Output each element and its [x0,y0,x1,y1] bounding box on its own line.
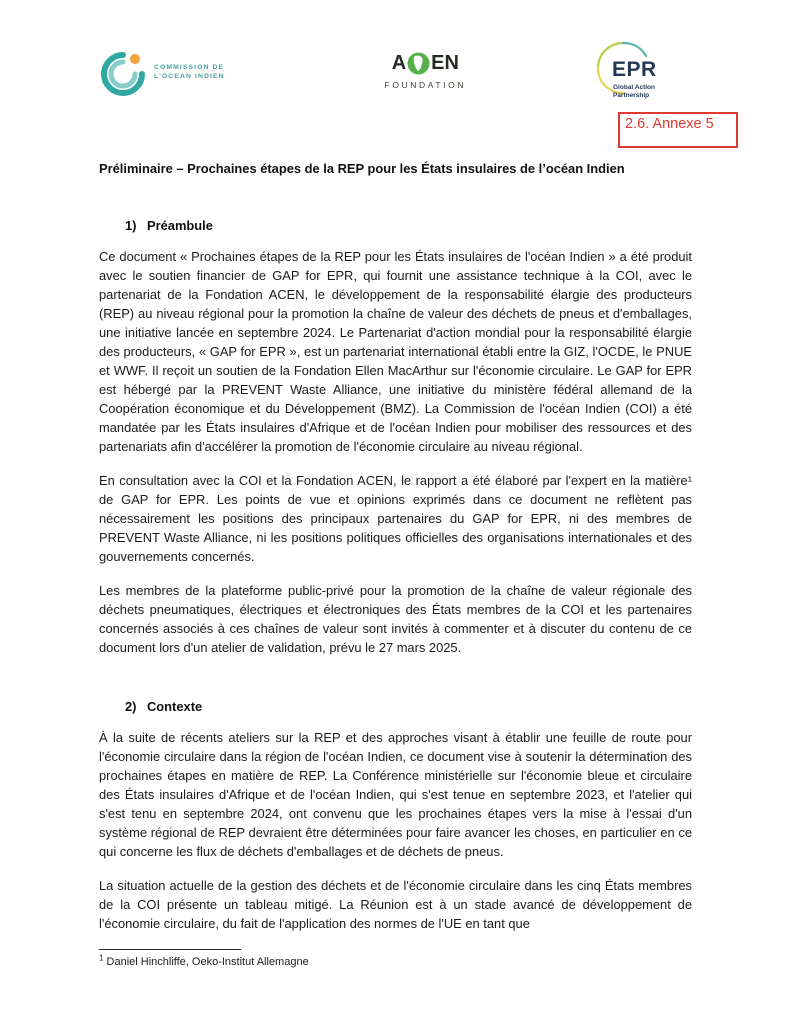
logo-bar [99,42,692,114]
section-2-label: Contexte [147,699,203,714]
footnote-separator [99,949,241,950]
section-1-label: Préambule [147,218,213,233]
footnote-marker: 1 [99,953,104,963]
paragraph: La situation actuelle de la gestion des déchets et de l'économie circulaire dans les cinq États membres de la COI présente un tableau mitigé. La Réunion est à un stade avancé de développement de l'économie circulaire, du fait de l'application des normes de l'UE en tant que [99,878,692,931]
paragraph: À la suite de récents ateliers sur la REP et des approches visant à établir une feuille de route pour l'économie circulaire dans la région de l'océan Indien, ce document vise à soutenir la détermination des prochaines étapes en matière de REP. La Conférence ministérielle sur l'économie bleue et circulaire des États insulaires d'Afrique et de l'océan Indien, qui s'est tenue en septembre 2023, et l'atelier qui s'est tenu en septembre 2024, ont convenu que les prochaines étapes vers la mise à l'essai d'un système régional de REP devraient être déterminées pour faire avancer les choses, en particulier en ce qui concerne les flux de déchets d'emballages et de déchets de pneus. [99,730,692,859]
epr-subtitle [613,84,655,99]
paragraph: Ce document « Prochaines étapes de la REP pour les États insulaires de l'océan Indien » a été produit avec le soutien financier de GAP for EPR, qui fournit une assistance technique à la COI, avec le partenariat de la Fondation ACEN, le développement de la responsabilité élargie des producteurs (REP) au niveau régional pour la promotion la chaîne de valeur des déchets de pneus et d'emballages, une initiative lancée en septembre 2024. Le Partenariat d'action mondial pour la responsabilité élargie des producteurs, « GAP for EPR », est un partenariat international établi entre la GIZ, l'OCDE, le PNUE et WWF. Il reçoit un soutien de la Fondation Ellen MacArthur sur l'économie circulaire. Le GAP for EPR est hébergé par la PREVENT Waste Alliance, une initiative du ministère fédéral allemand de la Coopération économique et du Développement (BMZ). La Commission de l'océan Indien (COI) a été mandatée par les États insulaires d'Afrique et de l'océan Indien pour mobiliser des ressources et des partenariats afin d'accélérer la promotion de l'économie circulaire au niveau régional. [99,249,692,454]
epr-subtitle-line2: Partnership [612,91,650,99]
paragraph: Les membres de la plateforme public-privé pour la promotion de la chaîne de valeur régionale des déchets pneumatiques, électriques et électroniques des États membres de la COI et les partenaires concernés associés à ces chaînes de valeur sont invités à commenter et à discuter du contenu de ce document lors d'un atelier de validation, prévu le 27 mars 2025. [99,583,692,655]
acen-wordmark [392,52,459,75]
section-2-heading [125,699,692,714]
coi-logo-text [154,63,225,81]
document-title: Préliminaire – Prochaines étapes de la REP pour les États insulaires de l’océan Indien [99,161,625,176]
epr-acronym: EPR [611,58,657,81]
coi-swirl-icon [99,48,147,96]
acen-globe-icon [407,52,430,75]
coi-name-line2: L'OCEAN INDIEN [154,73,225,80]
coi-name-line1: COMMISSION DE [154,64,225,71]
acen-logo [385,52,467,90]
section-2-number: 2) [125,699,137,714]
footnote-label: Daniel Hinchliffe, Oeko-Institut Allemagne [106,956,309,968]
footnote-text [99,955,692,969]
annotation-label: 2.6. Annexe 5 [625,116,714,132]
epr-subtitle-line1: Global Action [612,84,655,91]
acen-letter-a: A [391,52,407,74]
footnote [99,949,692,969]
epr-logo [596,38,682,106]
acen-letters-en: EN [431,52,459,74]
section-1-number: 1) [125,218,137,233]
coi-logo [99,48,225,96]
paragraph: En consultation avec la COI et la Fondation ACEN, le rapport a été élaboré par l'expert en la matière¹ de GAP for EPR. Les points de vue et opinions exprimés dans ce document ne reflètent pas nécessairement les positions des principaux partenaires du GAP for EPR, ni des membres de PREVENT Waste Alliance, ni les positions politiques officielles des organisations internationales et des gouvernements concernés. [99,473,692,564]
annotation-box [618,112,738,148]
section-1-heading [125,218,692,233]
section-preambule [99,218,692,657]
acen-subtitle: FOUNDATION [384,80,467,90]
section-contexte [99,699,692,933]
